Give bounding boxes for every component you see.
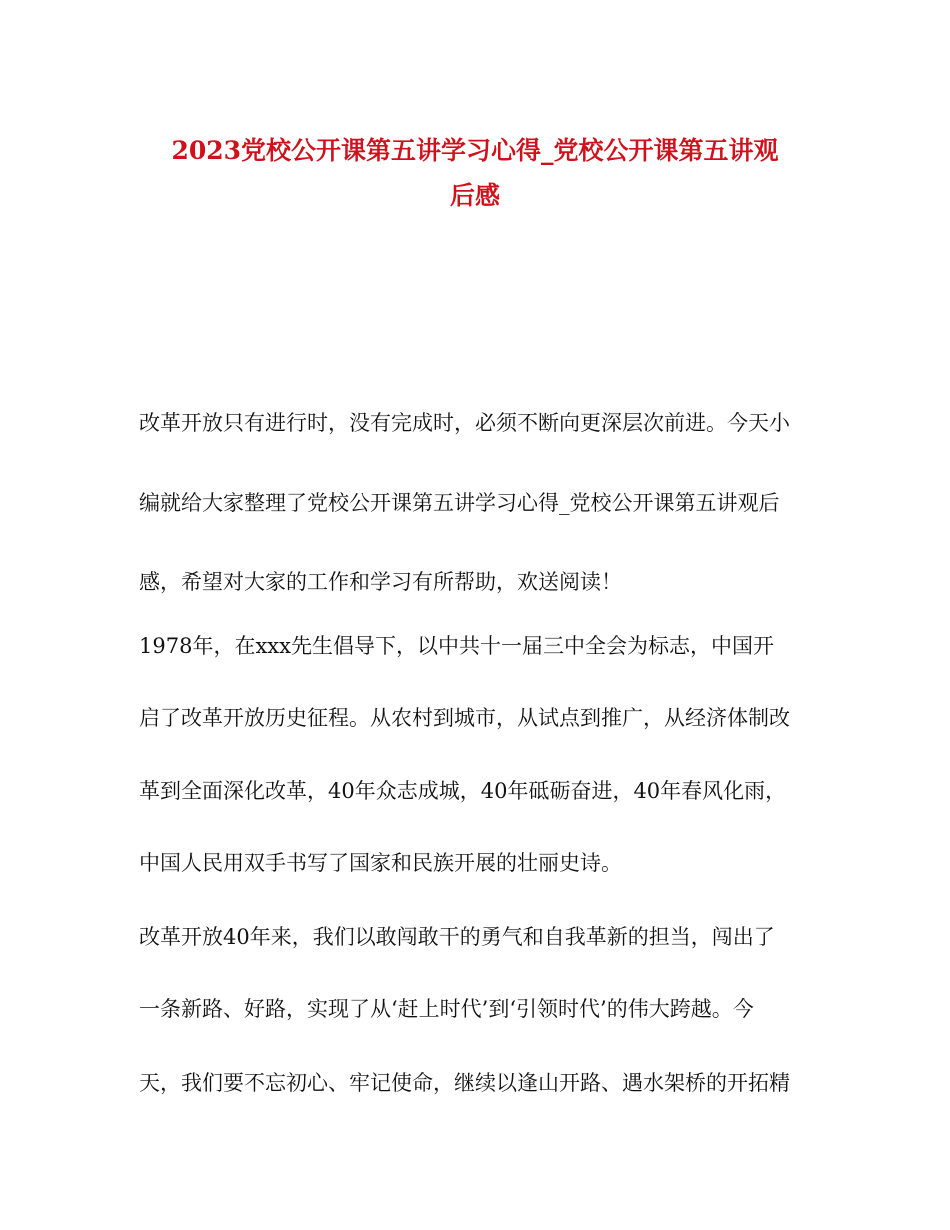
paragraph-2-line-2: 启了改革开放历史征程。从农村到城市，从试点到推广，从经济体制改 (139, 706, 790, 730)
paragraph-3-line-3: 天，我们要不忘初心、牢记使命，继续以逢山开路、遇水架桥的开拓精 (139, 1071, 790, 1095)
paragraph-2-line-3: 革到全面深化改革，40年众志成城，40年砥砺奋进，40年春风化雨， (139, 779, 787, 803)
title-line-1: 2023党校公开课第五讲学习心得_党校公开课第五讲观 (171, 136, 779, 165)
paragraph-2-line-1: 1978年，在xxx先生倡导下，以中共十一届三中全会为标志，中国开 (139, 634, 774, 658)
document-title (100, 128, 850, 218)
title-line-2: 后感 (449, 181, 500, 210)
paragraph-3-line-1: 改革开放40年来，我们以敢闯敢干的勇气和自我革新的担当，闯出了 (139, 925, 775, 949)
paragraph-3-line-2: 一条新路、好路，实现了从‘赶上时代’到‘引领时代’的伟大跨越。今 (139, 997, 754, 1021)
paragraph-1-line-1: 改革开放只有进行时，没有完成时，必须不断向更深层次前进。今天小 (139, 411, 790, 435)
paragraph-2-line-4: 中国人民用双手书写了国家和民族开展的壮丽史诗。 (139, 851, 622, 875)
paragraph-1-line-2: 编就给大家整理了党校公开课第五讲学习心得_党校公开课第五讲观后 (139, 491, 780, 515)
paragraph-1-line-3: 感，希望对大家的工作和学习有所帮助，欢送阅读！ (139, 570, 622, 594)
